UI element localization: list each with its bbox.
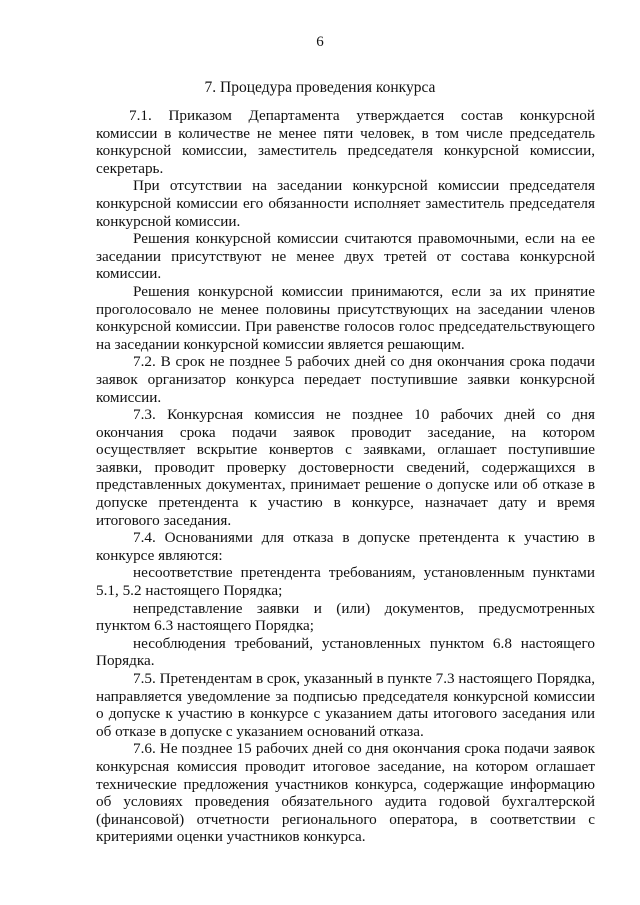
paragraph-absence-of-chair: При отсутствии на заседании конкурсной комиссии председателя конкурсной комиссии его обязанности исполняет заместитель председателя конкурсной комиссии. [96,177,595,230]
paragraph-7-1: 7.1. Приказом Департамента утверждается состав конкурсной комиссии в количестве не менее пяти человек, в том числе председатель конкурсной комиссии, заместитель председателя конкурсной комиссии, секретарь. [96,107,595,177]
paragraph-7-2: 7.2. В срок не позднее 5 рабочих дней со дня окончания срока подачи заявок организатор конкурса передает поступившие заявки конкурсной комиссии. [96,353,595,406]
paragraph-7-4: 7.4. Основаниями для отказа в допуске претендента к участию в конкурсе являются: [96,529,595,564]
list-item-missing-documents: непредставление заявки и (или) документов, предусмотренных пунктом 6.3 настоящего Порядка; [96,599,595,635]
paragraph-7-5: 7.5. Претендентам в срок, указанный в пункте 7.3 настоящего Порядка, направляется уведомление за подписью председателя конкурсной комиссии о допуске к участию в конкурсе с указанием даты итогового заседания или об отказе в допуске с указанием оснований отказа. [96,670,595,740]
paragraph-decisions: Решения конкурсной комиссии принимаются, если за их принятие проголосовало не менее половины присутствующих на заседании членов конкурсной комиссии. При равенстве голосов голос председательствующего на заседании конкурсной комиссии является решающим. [96,282,595,353]
document-body [96,107,595,846]
paragraph-7-6: 7.6. Не позднее 15 рабочих дней со дня окончания срока подачи заявок конкурсная комиссия проводит итоговое заседание, на котором оглашает технические предложения участников конкурса, содержащие информацию об условиях проведения обязательного аудита годовой бухгалтерской (финансовой) отчетности регионального оператора, в соответствии с критериями оценки участников конкурса. [96,740,595,846]
list-item-nonconformity: несоответствие претендента требованиям, установленным пунктами 5.1, 5.2 настоящего Порядка; [96,564,595,600]
paragraph-7-3: 7.3. Конкурсная комиссия не позднее 10 рабочих дней со дня окончания срока подачи заявок проводит заседание, на котором осуществляет вскрытие конвертов с заявками, оглашает поступившие заявки, проводит проверку достоверности сведений, содержащихся в представленных документах, принимает решение о допуске или об отказе в допуске претендента к участию в конкурсе, назначает дату и время итогового заседания. [96,406,595,529]
list-item-noncompliance: несоблюдения требований, установленных пунктом 6.8 настоящего Порядка. [96,634,595,670]
page-number: 6 [316,34,324,50]
section-title: 7. Процедура проведения конкурса [204,79,436,96]
paragraph-quorum: Решения конкурсной комиссии считаются правомочными, если на ее заседании присутствуют не менее двух третей от состава конкурсной комиссии. [96,230,595,283]
